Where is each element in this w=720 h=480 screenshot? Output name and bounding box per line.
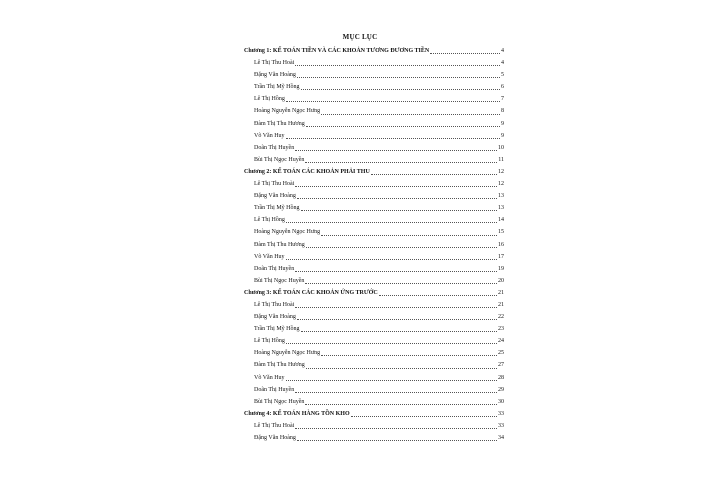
dot-leader <box>295 427 497 429</box>
page-number: 24 <box>498 338 504 345</box>
page-number: 29 <box>498 386 504 393</box>
dot-leader <box>297 197 497 199</box>
entry-author: Đặng Văn Hoàng <box>254 193 296 200</box>
entry-author: Trần Thị Mỹ Hồng <box>254 205 300 212</box>
toc-entry[interactable] <box>244 420 504 432</box>
dot-leader <box>295 391 497 393</box>
toc-entry[interactable] <box>244 214 504 226</box>
toc-entry[interactable] <box>244 347 504 359</box>
page-number: 22 <box>498 314 504 321</box>
toc-entry[interactable] <box>244 130 504 142</box>
toc-title: MỤC LỤC <box>342 33 378 41</box>
toc-entry[interactable] <box>244 154 504 166</box>
toc-entry[interactable] <box>244 275 504 287</box>
chapter-title: Chương 4: KẾ TOÁN HÀNG TỒN KHO <box>244 410 350 417</box>
dot-leader <box>351 415 497 417</box>
dot-leader <box>321 113 500 115</box>
chapter-title: Chương 1: KẾ TOÁN TIỀN VÀ CÁC KHOẢN TƯƠNG ĐƯƠNG TIỀN <box>244 48 430 54</box>
page-number: 9 <box>501 132 504 139</box>
dot-leader <box>301 209 497 211</box>
entry-author: Trần Thị Mỹ Hồng <box>254 84 300 91</box>
toc-entry[interactable] <box>244 432 504 444</box>
page-number: 33 <box>498 422 504 429</box>
entry-author: Lê Thị Hồng <box>254 338 285 345</box>
page-number: 7 <box>501 96 504 103</box>
entry-author: Đàm Thị Thu Hương <box>254 120 305 127</box>
dot-leader <box>295 270 497 272</box>
dot-leader <box>305 282 497 284</box>
entry-author: Bùi Thị Ngọc Huyền <box>254 156 305 163</box>
dot-leader <box>371 173 497 175</box>
page-number: 5 <box>501 72 504 79</box>
toc-entry[interactable] <box>244 323 504 335</box>
page-number: 8 <box>501 108 504 115</box>
toc-entry[interactable] <box>244 81 504 93</box>
toc-entry[interactable] <box>244 239 504 251</box>
page-number: 9 <box>501 120 504 127</box>
entry-author: Võ Văn Huy <box>254 253 285 260</box>
dot-leader <box>306 246 497 248</box>
toc-entry[interactable] <box>244 69 504 81</box>
page-number: 21 <box>498 301 504 308</box>
entry-author: Lê Thị Hồng <box>254 217 285 224</box>
toc-entry[interactable] <box>244 251 504 263</box>
dot-leader <box>295 185 497 187</box>
toc-chapter[interactable] <box>244 408 504 420</box>
dot-leader <box>321 354 497 356</box>
toc-entry[interactable] <box>244 57 504 69</box>
toc-entry[interactable] <box>244 178 504 190</box>
page-number: 23 <box>498 326 504 333</box>
entry-author: Võ Văn Huy <box>254 374 285 381</box>
dot-leader <box>321 234 497 236</box>
chapter-title: Chương 3: KẾ TOÁN CÁC KHOẢN ỨNG TRƯỚC <box>244 289 378 296</box>
entry-author: Trần Thị Mỹ Hồng <box>254 326 300 333</box>
dot-leader <box>379 294 497 296</box>
toc-entry[interactable] <box>244 226 504 238</box>
entry-author: Lê Thị Thu Hoài <box>254 422 295 429</box>
dot-leader <box>286 258 497 260</box>
toc-entry[interactable] <box>244 372 504 384</box>
dot-leader <box>306 125 500 127</box>
dot-leader <box>286 100 500 102</box>
dot-leader <box>286 221 497 223</box>
dot-leader <box>295 306 497 308</box>
toc-entry[interactable] <box>244 384 504 396</box>
toc-entry[interactable] <box>244 118 504 130</box>
dot-leader <box>297 318 497 320</box>
entry-author: Bùi Thị Ngọc Huyền <box>254 277 305 284</box>
entry-author: Doãn Thị Huyền <box>254 265 295 272</box>
entry-author: Lê Thị Thu Hoài <box>254 181 295 188</box>
page-number: 25 <box>498 350 504 357</box>
entry-author: Hoàng Nguyễn Ngọc Hưng <box>254 229 321 236</box>
dot-leader <box>295 149 497 151</box>
dot-leader <box>286 137 500 139</box>
dot-leader <box>297 76 500 78</box>
page-number: 21 <box>498 289 504 296</box>
toc-chapter[interactable] <box>244 166 504 178</box>
chapter-title: Chương 2: KẾ TOÁN CÁC KHOẢN PHẢI THU <box>244 168 370 175</box>
page-number: 12 <box>498 168 504 175</box>
page-number: 33 <box>498 410 504 417</box>
page-number: 13 <box>498 205 504 212</box>
dot-leader <box>286 379 497 381</box>
entry-author: Lê Thị Hồng <box>254 96 285 103</box>
dot-leader <box>430 52 500 54</box>
entry-author: Doãn Thị Huyền <box>254 386 295 393</box>
toc-entry[interactable] <box>244 142 504 154</box>
dot-leader <box>286 342 497 344</box>
toc-entry[interactable] <box>244 311 504 323</box>
entry-author: Hoàng Nguyễn Ngọc Hưng <box>254 350 321 357</box>
page-number: 11 <box>498 156 504 163</box>
page-number: 4 <box>501 60 504 67</box>
page-number: 34 <box>498 435 504 441</box>
toc-entry[interactable] <box>244 335 504 347</box>
page-number: 30 <box>498 398 504 405</box>
dot-leader <box>301 330 497 332</box>
page-number: 27 <box>498 362 504 369</box>
toc-list <box>244 45 504 444</box>
entry-author: Doãn Thị Huyền <box>254 144 295 151</box>
page-number: 13 <box>498 193 504 200</box>
page-number: 6 <box>501 84 504 91</box>
toc-entry[interactable] <box>244 263 504 275</box>
page-number: 10 <box>498 144 504 151</box>
page-number: 14 <box>498 217 504 224</box>
dot-leader <box>295 64 500 66</box>
page-number: 15 <box>498 229 504 236</box>
toc-entry[interactable] <box>244 190 504 202</box>
entry-author: Đặng Văn Hoàng <box>254 435 296 441</box>
dot-leader <box>305 403 497 405</box>
toc-chapter[interactable] <box>244 287 504 299</box>
toc-entry[interactable] <box>244 299 504 311</box>
entry-author: Lê Thị Thu Hoài <box>254 301 295 308</box>
page-number: 12 <box>498 181 504 188</box>
toc-entry[interactable] <box>244 396 504 408</box>
entry-author: Võ Văn Huy <box>254 132 285 139</box>
page-number: 4 <box>501 48 504 54</box>
entry-author: Lê Thị Thu Hoài <box>254 60 295 67</box>
dot-leader <box>305 161 497 163</box>
dot-leader <box>301 88 500 90</box>
page-number: 19 <box>498 265 504 272</box>
dot-leader <box>306 367 497 369</box>
toc-entry[interactable] <box>244 93 504 105</box>
toc-entry[interactable] <box>244 202 504 214</box>
toc-entry[interactable] <box>244 359 504 371</box>
entry-author: Đàm Thị Thu Hương <box>254 362 305 369</box>
toc-chapter[interactable] <box>244 45 504 57</box>
entry-author: Đàm Thị Thu Hương <box>254 241 305 248</box>
page-number: 16 <box>498 241 504 248</box>
entry-author: Đặng Văn Hoàng <box>254 314 296 321</box>
entry-author: Đặng Văn Hoàng <box>254 72 296 79</box>
entry-author: Hoàng Nguyễn Ngọc Hưng <box>254 108 321 115</box>
page-number: 20 <box>498 277 504 284</box>
page-number: 28 <box>498 374 504 381</box>
entry-author: Bùi Thị Ngọc Huyền <box>254 398 305 405</box>
page-number: 17 <box>498 253 504 260</box>
toc-entry[interactable] <box>244 105 504 117</box>
dot-leader <box>297 439 497 441</box>
